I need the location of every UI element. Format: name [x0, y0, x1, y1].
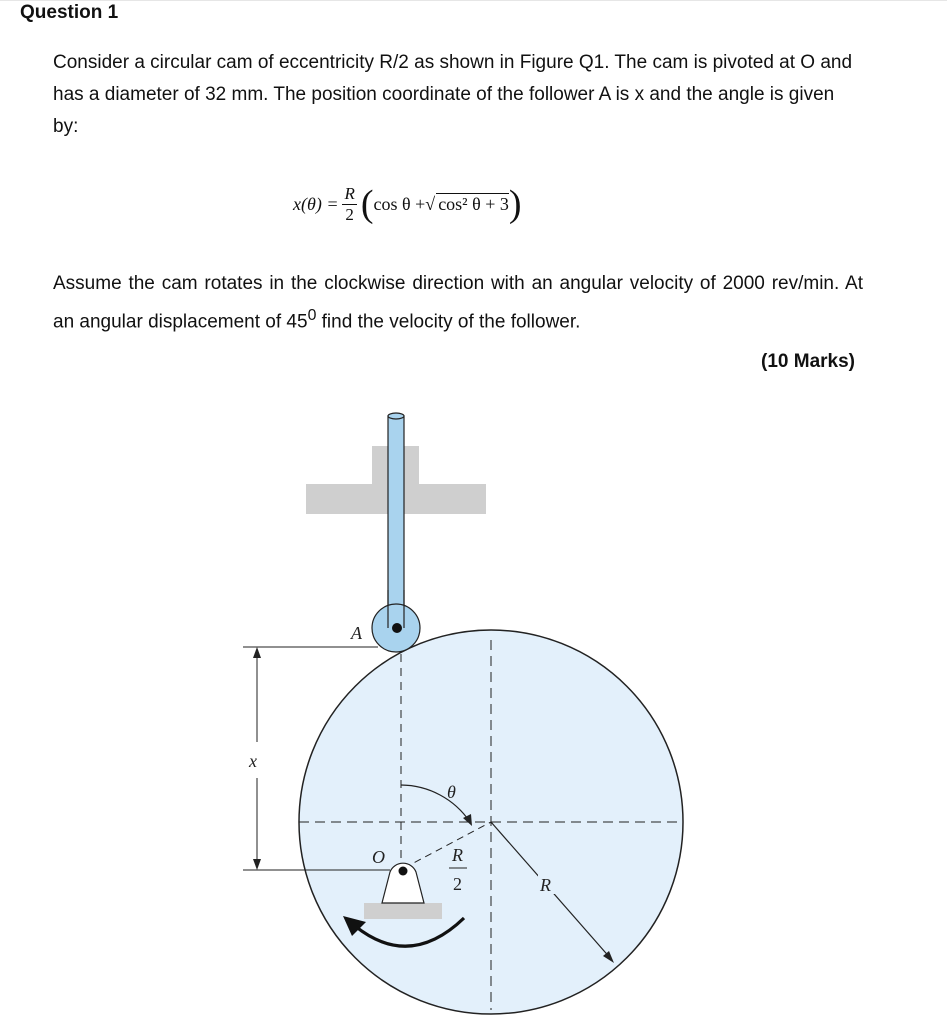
- equation-fraction-denominator: 2: [345, 204, 354, 224]
- label-O: O: [372, 847, 385, 867]
- label-r-half-denominator: 2: [453, 874, 462, 894]
- equation-lhs: x(θ) =: [293, 193, 339, 214]
- roller-pin: [392, 623, 402, 633]
- pivot-ground: [364, 903, 442, 919]
- marks-label: (10 Marks): [761, 351, 855, 372]
- equation-cos-term: cos θ +: [373, 193, 426, 214]
- x-dim-arrow-bottom: [253, 859, 261, 870]
- equation-fraction-numerator: R: [344, 183, 355, 203]
- follower-rod: [388, 416, 404, 628]
- paragraph-2-text-a: Assume the cam rotates in the clockwise direction with an angular velocity of 2000 rev/min. At an angular displacement of 45: [53, 273, 863, 333]
- pivot-pin: [399, 867, 408, 876]
- equation-close-paren: ): [508, 183, 522, 225]
- label-theta: θ: [447, 782, 456, 802]
- label-R: R: [540, 875, 551, 895]
- question-heading: Question 1: [20, 2, 119, 23]
- x-dim-arrow-top: [253, 647, 261, 658]
- label-A: A: [351, 623, 362, 643]
- equation-sqrt-sign: √: [425, 193, 436, 214]
- degree-superscript: 0: [307, 307, 317, 324]
- paragraph-2-text-b: find the velocity of the follower.: [316, 311, 581, 333]
- label-x: x: [249, 751, 257, 771]
- equation-sqrt-content: cos² θ + 3: [438, 194, 509, 214]
- equation-open-paren: (: [360, 183, 374, 225]
- question-paragraph-1: Consider a circular cam of eccentricity R/2 as shown in Figure Q1. The cam is pivoted at O and has a diameter of 32 mm. The position coordinate of the follower A is x and the angle is given by:: [53, 52, 853, 137]
- follower-rod-top: [388, 413, 404, 419]
- label-r-half-numerator: R: [452, 845, 463, 865]
